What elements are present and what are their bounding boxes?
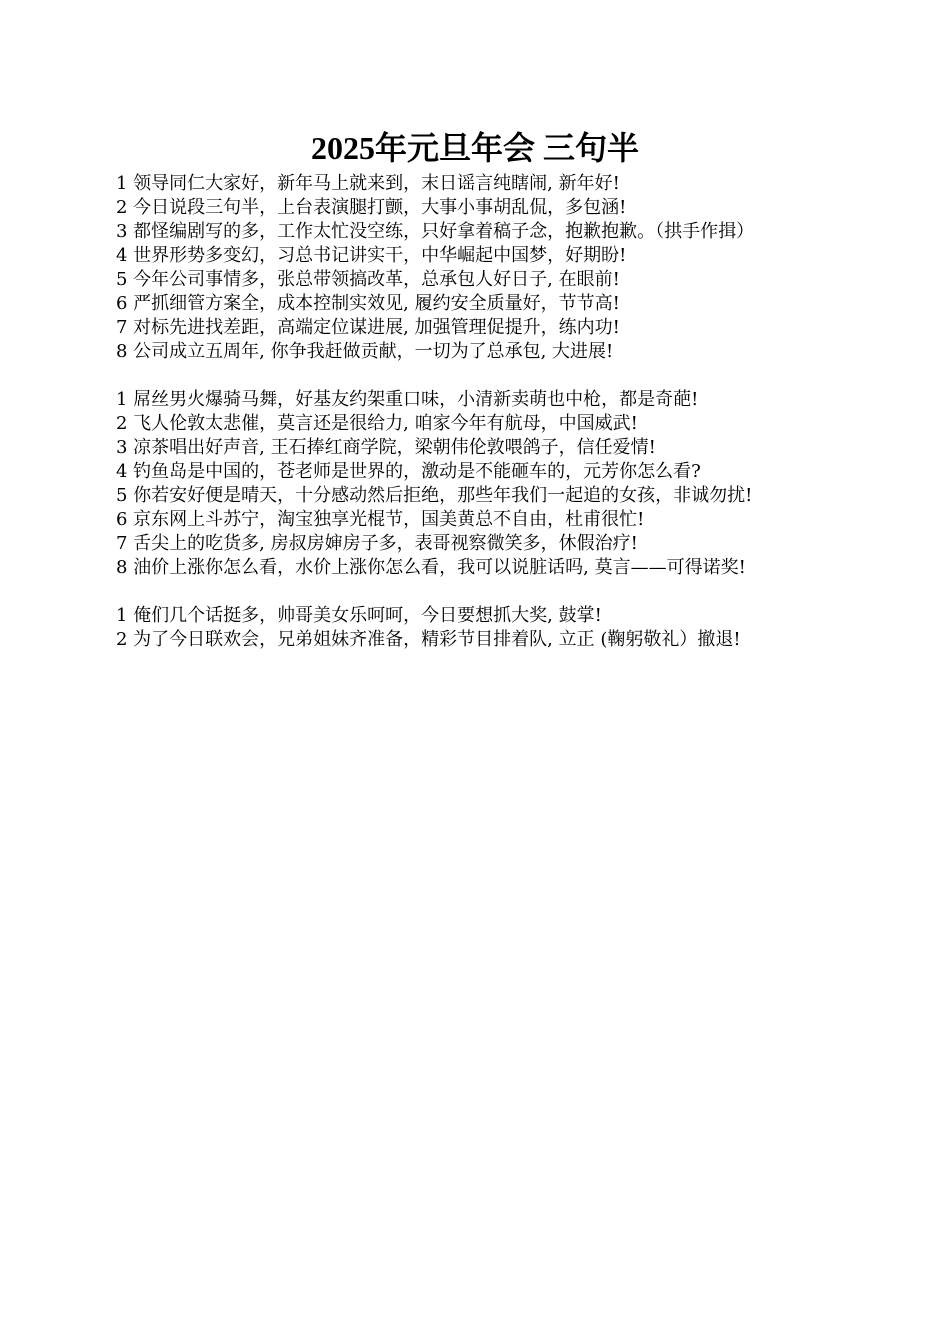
verse-line: 2 飞人伦敦太悲催，莫言还是很给力, 咱家今年有航母，中国威武! (116, 413, 638, 434)
verse-line: 2 今日说段三句半，上台表演腿打颤，大事小事胡乱侃，多包涵! (116, 197, 627, 218)
verse-section-1 (116, 172, 906, 364)
verse-line: 8 公司成立五周年, 你争我赶做贡献，一切为了总承包, 大进展! (116, 341, 614, 362)
verse-line: 6 严抓细管方案全，成本控制实效见, 履约安全质量好，节节高! (116, 293, 620, 314)
verse-line: 1 俺们几个话挺多，帅哥美女乐呵呵，今日要想抓大奖, 鼓掌! (116, 605, 602, 626)
verse-line: 1 领导同仁大家好，新年马上就来到，末日谣言纯瞎闹, 新年好! (116, 173, 620, 194)
verse-line: 4 世界形势多变幻，习总书记讲实干，中华崛起中国梦，好期盼! (116, 245, 627, 266)
verse-line: 8 油价上涨你怎么看，水价上涨你怎么看，我可以说脏话吗, 莫言——可得诺奖! (116, 557, 746, 578)
verse-line: 2 为了今日联欢会，兄弟姐妹齐准备，精彩节目排着队, 立正 (鞠躬敬礼）撤退! (116, 629, 741, 650)
verse-line: 4 钓鱼岛是中国的，苍老师是世界的，激动是不能砸车的，元芳你怎么看? (116, 461, 701, 482)
verse-line: 7 舌尖上的吃货多, 房叔房婶房子多，表哥视察微笑多，休假治疗! (116, 533, 638, 554)
verse-line: 3 凉茶唱出好声音, 王石捧红商学院，梁朝伟伦敦喂鸽子，信任爱情! (116, 437, 656, 458)
verse-line: 5 你若安好便是晴天，十分感动然后拒绝，那些年我们一起追的女孩，非诚勿扰! (116, 485, 753, 506)
verse-section-3 (116, 604, 906, 652)
verse-line: 5 今年公司事情多，张总带领搞改革，总承包人好日子, 在眼前! (116, 269, 620, 290)
verse-line: 7 对标先进找差距，高端定位谋进展, 加强管理促提升，练内功! (116, 317, 620, 338)
document-title: 2025年元旦年会 三句半 (310, 130, 639, 166)
verse-line: 3 都怪编剧写的多，工作太忙没空练，只好拿着稿子念，抱歉抱歉。（拱手作揖） (116, 221, 755, 242)
verse-line: 6 京东网上斗苏宁，淘宝独享光棍节，国美黄总不自由，杜甫很忙! (116, 509, 645, 530)
document-body (116, 172, 906, 676)
verse-line: 1 屌丝男火爆骑马舞，好基友约架重口味，小清新卖萌也中枪，都是奇葩! (116, 389, 699, 410)
verse-section-2 (116, 388, 906, 580)
